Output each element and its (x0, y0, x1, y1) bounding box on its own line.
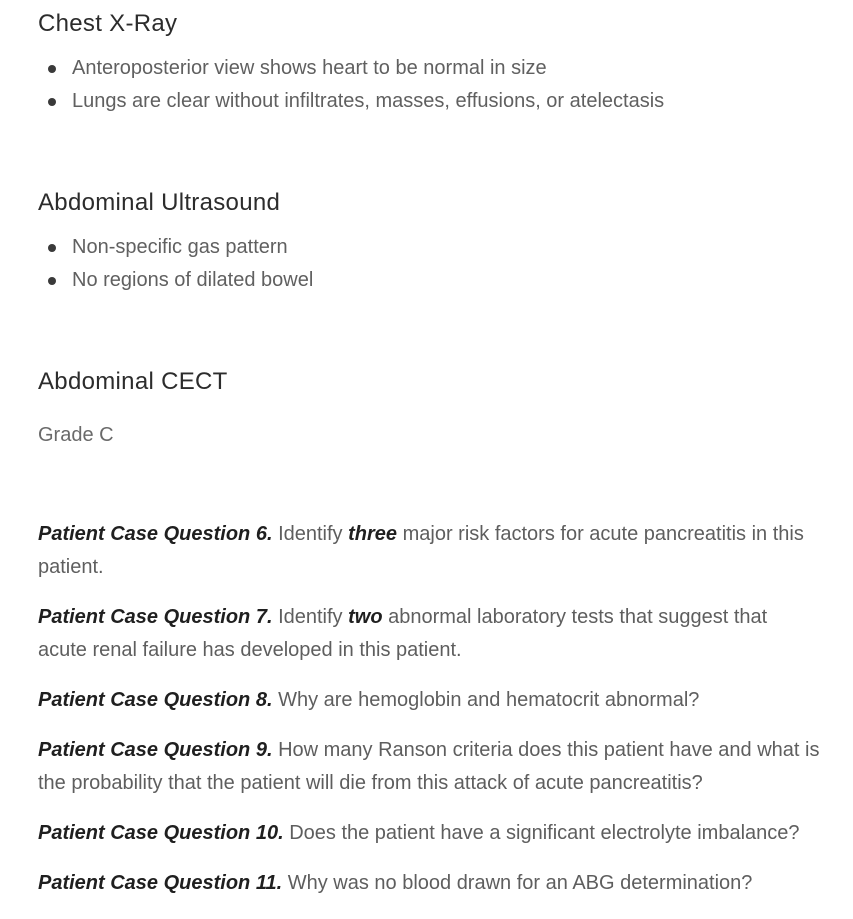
abdominal-cect-heading: Abdominal CECT (38, 368, 228, 395)
emphasis: three (348, 523, 398, 545)
question-label: Patient Case Question 11. (38, 872, 283, 894)
question-label: Patient Case Question 10. (38, 822, 284, 844)
abdominal-cect-grade: Grade C (38, 424, 114, 446)
bullet-dot-icon (48, 244, 56, 252)
question-11: Patient Case Question 11. Why was no blood drawn for an ABG determination? (38, 872, 753, 894)
list-item: No regions of dilated bowel (38, 264, 843, 297)
question-label: Patient Case Question 8. (38, 689, 273, 711)
question-6: Patient Case Question 6. Identify three major risk factors for acute pancreatitis in this patient. (38, 523, 804, 578)
list-item: Lungs are clear without infiltrates, masses, effusions, or atelectasis (38, 85, 843, 118)
list-item: Non-specific gas pattern (38, 231, 843, 264)
question-label: Patient Case Question 7. (38, 606, 273, 628)
bullet-dot-icon (48, 98, 56, 106)
chest-xray-findings (38, 52, 843, 118)
question-7: Patient Case Question 7. Identify two abnormal laboratory tests that suggest that acute renal failure has developed in this patient. (38, 606, 768, 661)
question-10: Patient Case Question 10. Does the patient have a significant electrolyte imbalance? (38, 822, 800, 844)
question-label: Patient Case Question 6. (38, 523, 273, 545)
question-9: Patient Case Question 9. How many Ranson criteria does this patient have and what is the probability that the patient will die from this attack of acute pancreatitis? (38, 739, 820, 794)
list-item: Anteroposterior view shows heart to be normal in size (38, 52, 843, 85)
bullet-dot-icon (48, 277, 56, 285)
abdominal-ultrasound-findings (38, 231, 843, 297)
chest-xray-heading: Chest X-Ray (38, 10, 178, 37)
question-8: Patient Case Question 8. Why are hemoglobin and hematocrit abnormal? (38, 689, 700, 711)
question-label: Patient Case Question 9. (38, 739, 273, 761)
bullet-dot-icon (48, 65, 56, 73)
abdominal-ultrasound-heading: Abdominal Ultrasound (38, 189, 281, 216)
emphasis: two (348, 606, 383, 628)
